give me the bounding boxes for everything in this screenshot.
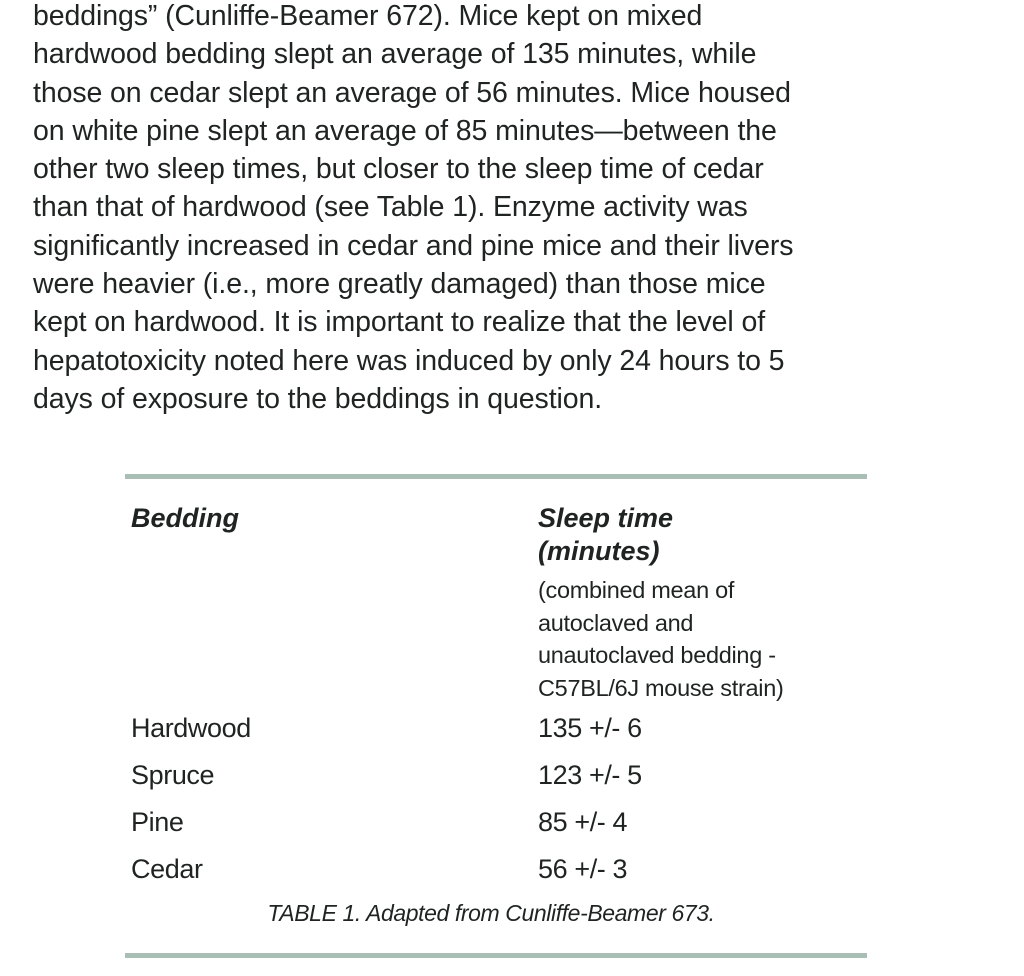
paragraph-line: kept on hardwood. It is important to realize that the level of bbox=[33, 306, 766, 339]
paragraph-line: hepatotoxicity noted here was induced by only 24 hours to 5 bbox=[33, 344, 785, 377]
bedding-cell: Cedar bbox=[131, 854, 203, 884]
paragraph-line: beddings” (Cunliffe-Beamer 672). Mice kept on mixed bbox=[33, 0, 703, 32]
column-header-sleep-time-line2: (minutes) bbox=[538, 536, 660, 566]
table-row bbox=[0, 846, 1024, 893]
paragraph-line: were heavier (i.e., more greatly damaged) than those mice bbox=[33, 268, 766, 301]
bedding-cell: Spruce bbox=[131, 760, 215, 790]
sleep-time-cell: 85 +/- 4 bbox=[538, 807, 628, 837]
sleep-time-cell: 123 +/- 5 bbox=[538, 760, 642, 790]
column-header-bedding: Bedding bbox=[131, 503, 239, 533]
column-header-note-line: unautoclaved bedding - bbox=[538, 642, 776, 668]
paragraph-line: on white pine slept an average of 85 minutes—between the bbox=[33, 114, 777, 147]
column-header-note-line: C57BL/6J mouse strain) bbox=[538, 674, 784, 701]
table-top-rule bbox=[125, 474, 867, 479]
paragraph-line: than that of hardwood (see Table 1). Enzyme activity was bbox=[33, 191, 748, 224]
table-row bbox=[0, 705, 1024, 752]
table-row bbox=[0, 799, 1024, 846]
paragraph-line: those on cedar slept an average of 56 minutes. Mice housed bbox=[33, 76, 791, 109]
paragraph-line: other two sleep times, but closer to the sleep time of cedar bbox=[33, 153, 764, 186]
table-bottom-rule bbox=[125, 953, 867, 958]
body-paragraph bbox=[33, 0, 1013, 418]
column-header-note bbox=[538, 574, 784, 704]
column-header-sleep-time bbox=[538, 502, 673, 568]
sleep-time-cell: 135 +/- 6 bbox=[538, 713, 642, 743]
column-header-note-line: (combined mean of bbox=[538, 577, 735, 603]
column-header-note-line: autoclaved and bbox=[538, 609, 694, 636]
bedding-cell: Hardwood bbox=[131, 713, 251, 743]
paragraph-line: hardwood bedding slept an average of 135 minutes, while bbox=[33, 38, 757, 71]
bedding-cell: Pine bbox=[131, 807, 184, 837]
table-caption-text: TABLE 1. Adapted from Cunliffe-Beamer 673. bbox=[267, 900, 715, 926]
table-caption bbox=[0, 897, 1024, 929]
column-header-sleep-time-line1: Sleep time bbox=[538, 503, 674, 533]
paragraph-line: days of exposure to the beddings in question. bbox=[33, 382, 603, 415]
table-row bbox=[0, 752, 1024, 799]
paragraph-line: significantly increased in cedar and pine mice and their livers bbox=[33, 229, 794, 262]
sleep-time-cell: 56 +/- 3 bbox=[538, 854, 628, 884]
